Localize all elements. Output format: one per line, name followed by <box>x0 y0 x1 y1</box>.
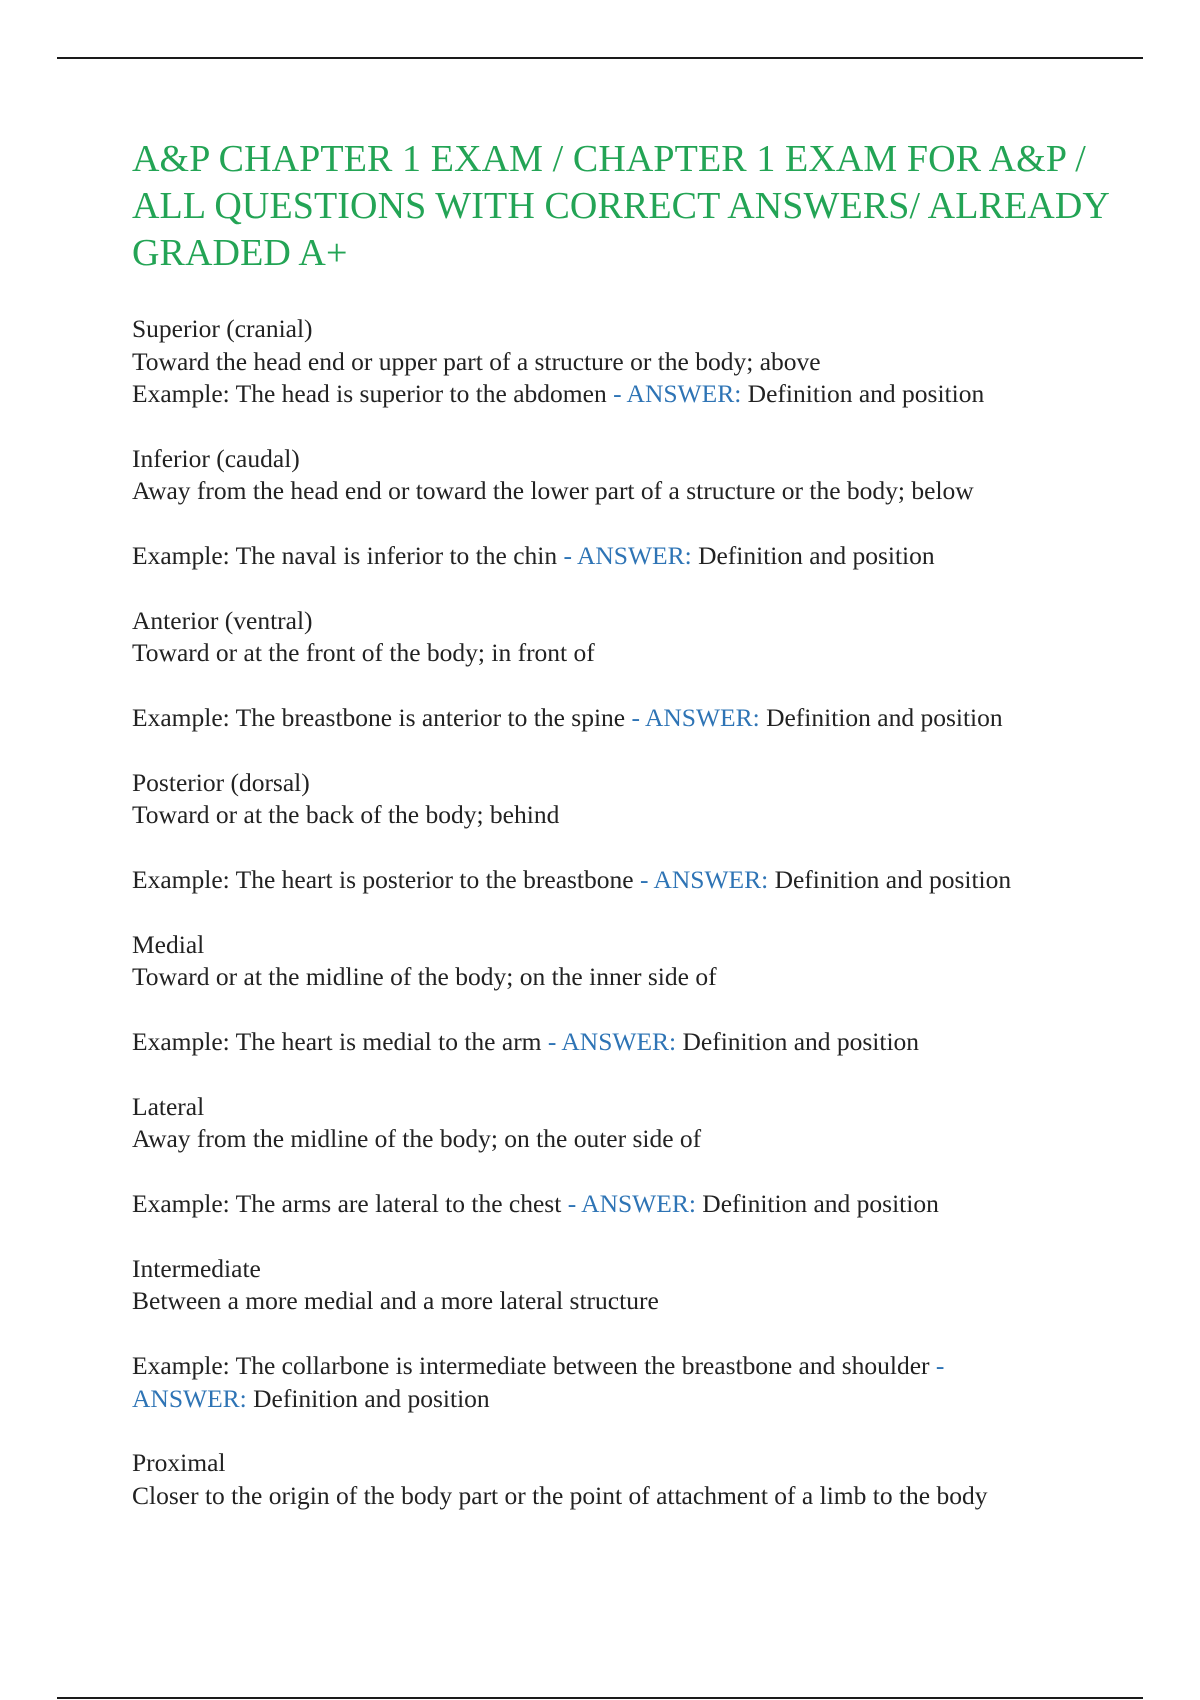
answer-text: Definition and position <box>676 1027 920 1056</box>
question-item <box>132 767 1112 897</box>
answer-text: Definition and position <box>741 379 985 408</box>
definition: Toward the head end or upper part of a structure or the body; above <box>132 346 821 376</box>
term: Proximal <box>132 1448 226 1477</box>
question-item <box>132 313 1112 411</box>
answer-label: ANSWER: <box>644 703 760 732</box>
example-line <box>132 1350 1052 1415</box>
answer-label: ANSWER: <box>653 865 769 894</box>
example-line <box>132 1188 1112 1221</box>
document-body <box>132 136 1112 1544</box>
definition: Between a more medial and a more lateral structure <box>132 1286 659 1315</box>
answer-label: ANSWER: <box>626 379 742 408</box>
document-title: A&P CHAPTER 1 EXAM / CHAPTER 1 EXAM FOR A&P / ALL QUESTIONS WITH CORRECT ANSWERS/ ALREADY GRADED A+ <box>132 138 1109 274</box>
answer-separator: - <box>625 703 645 732</box>
answer-separator: - <box>633 865 654 894</box>
question-item <box>132 1447 1112 1512</box>
term: Intermediate <box>132 1253 261 1283</box>
example-line <box>132 864 1052 897</box>
example-text: Example: The heart is medial to the arm <box>132 1027 542 1056</box>
example-line <box>132 702 1112 735</box>
example-line <box>132 540 1112 573</box>
answer-label: ANSWER: <box>132 1383 247 1413</box>
answer-text: Definition and position <box>691 541 935 570</box>
question-list <box>132 313 1112 1512</box>
question-item <box>132 929 1112 1059</box>
answer-label: ANSWER: <box>581 1189 696 1218</box>
example-text: Example: The head is superior to the abdomen <box>132 379 607 408</box>
question-item <box>132 443 1112 573</box>
example-line <box>132 378 1112 411</box>
term: Inferior (caudal) <box>132 443 300 473</box>
definition: Toward or at the back of the body; behind <box>132 800 560 829</box>
example-text: Example: The naval is inferior to the chin <box>132 541 558 570</box>
answer-text: Definition and position <box>246 1383 490 1413</box>
definition: Toward or at the front of the body; in front of <box>132 638 595 667</box>
answer-text: Definition and position <box>768 865 1012 894</box>
term: Lateral <box>132 1091 205 1121</box>
answer-separator: - <box>929 1351 945 1380</box>
definition: Away from the midline of the body; on the outer side of <box>132 1124 702 1153</box>
example-line <box>132 1026 1112 1059</box>
answer-separator: - <box>541 1027 562 1056</box>
question-item <box>132 1091 1112 1221</box>
example-text: Example: The breastbone is anterior to the spine <box>132 703 626 732</box>
example-text: Example: The heart is posterior to the breastbone <box>132 865 634 894</box>
definition: Away from the head end or toward the lower part of a structure or the body; below <box>132 476 974 505</box>
term: Posterior (dorsal) <box>132 767 310 797</box>
term: Medial <box>132 929 205 959</box>
answer-separator: - <box>557 541 577 570</box>
answer-separator: - <box>606 379 627 408</box>
answer-label: ANSWER: <box>576 541 692 570</box>
answer-text: Definition and position <box>695 1189 939 1218</box>
example-text: Example: The collarbone is intermediate between the breastbone and shoulder <box>132 1351 930 1380</box>
answer-separator: - <box>561 1189 582 1218</box>
term: Superior (cranial) <box>132 314 313 343</box>
definition: Toward or at the midline of the body; on the inner side of <box>132 962 717 991</box>
term: Anterior (ventral) <box>132 605 313 635</box>
answer-label: ANSWER: <box>561 1027 677 1056</box>
question-item <box>132 1253 1112 1416</box>
question-item <box>132 605 1112 735</box>
top-rule <box>57 57 1143 59</box>
example-text: Example: The arms are lateral to the chest <box>132 1189 562 1218</box>
answer-text: Definition and position <box>759 703 1003 732</box>
definition: Closer to the origin of the body part or the point of attachment of a limb to the body <box>132 1480 988 1510</box>
bottom-rule <box>57 1697 1143 1699</box>
